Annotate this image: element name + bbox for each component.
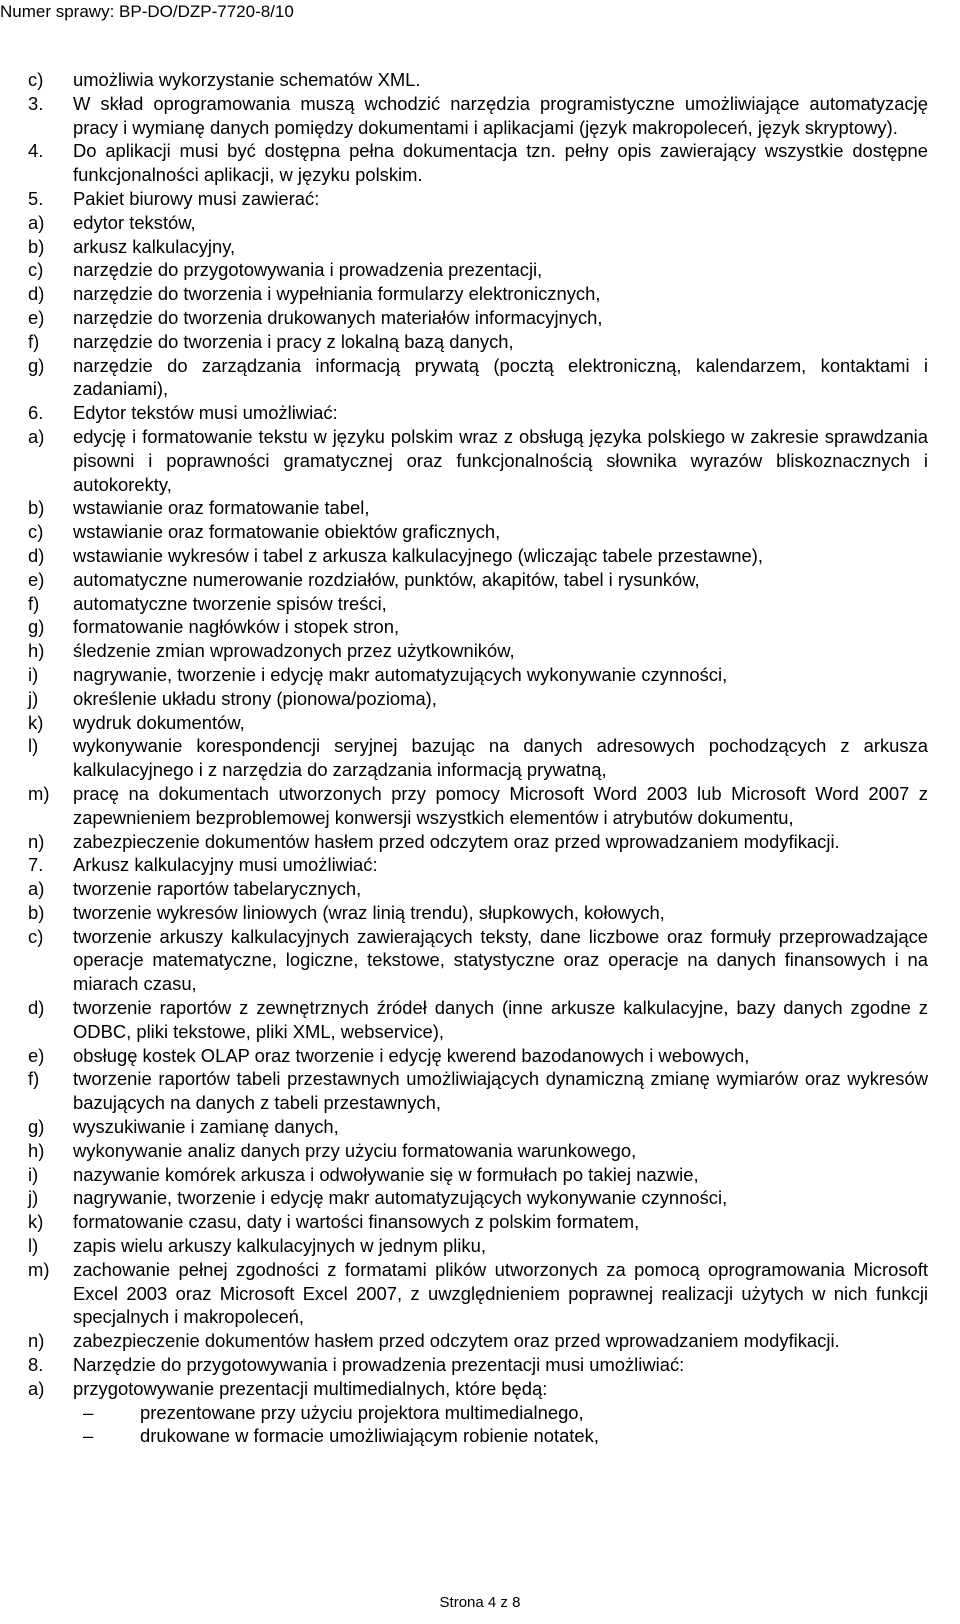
lettered-item — [28, 258, 928, 282]
lettered-item — [28, 687, 928, 711]
lettered-item — [28, 1163, 928, 1187]
item-text: zapis wielu arkuszy kalkulacyjnych w jednym pliku, — [73, 1235, 486, 1257]
item-text: narzędzie do tworzenia drukowanych materiałów informacyjnych, — [73, 306, 603, 328]
item-text: narzędzie do przygotowywania i prowadzenia prezentacji, — [73, 259, 543, 281]
numbered-item — [28, 92, 928, 140]
item-text: Narzędzie do przygotowywania i prowadzenia prezentacji musi umożliwiać: — [73, 1354, 685, 1376]
lettered-item — [28, 1258, 928, 1329]
lettered-item — [28, 996, 928, 1044]
lettered-item — [28, 520, 928, 544]
item-label: k) — [28, 711, 44, 733]
numbered-item — [28, 1353, 928, 1377]
lettered-item — [28, 734, 928, 782]
item-label: l) — [28, 1235, 39, 1257]
lettered-item — [28, 1329, 928, 1353]
item-label: g) — [28, 616, 45, 638]
item-text: nazywanie komórek arkusza i odwoływanie się w formułach po takiej nazwie, — [73, 1163, 699, 1185]
page-number: Strona 4 z 8 — [439, 1594, 521, 1611]
numbered-item — [28, 139, 928, 187]
item-label: n) — [28, 1330, 45, 1352]
lettered-item — [28, 306, 928, 330]
lettered-item — [28, 354, 928, 402]
item-label: 3. — [28, 92, 44, 114]
item-text: obsługę kostek OLAP oraz tworzenie i edycję kwerend bazodanowych i webowych, — [73, 1044, 750, 1066]
item-label: c) — [28, 521, 44, 543]
item-text: przygotowywanie prezentacji multimedialnych, które będą: — [73, 1377, 548, 1399]
item-text: Pakiet biurowy musi zawierać: — [73, 187, 320, 209]
item-text: zabezpieczenie dokumentów hasłem przed odczytem oraz przed wprowadzaniem modyfikacji. — [73, 830, 840, 852]
item-label: a) — [28, 878, 45, 900]
lettered-item — [28, 211, 928, 235]
lettered-item — [28, 1234, 928, 1258]
lettered-item — [28, 496, 928, 520]
lettered-item — [28, 235, 928, 259]
item-text: narzędzie do tworzenia i pracy z lokalną bazą danych, — [73, 330, 514, 352]
lettered-item — [28, 1139, 928, 1163]
item-text: śledzenie zmian wprowadzonych przez użytkowników, — [73, 640, 515, 662]
item-text: narzędzie do zarządzania informacją prywatą (pocztą elektroniczną, kalendarzem, kontaktami i zadaniami), — [73, 354, 928, 400]
lettered-item — [28, 425, 928, 496]
item-text: wykonywanie korespondencji seryjnej bazując na danych adresowych pochodzących z arkusza kalkulacyjnego i z narzędzia do zarządzania informacją prywatną, — [73, 735, 928, 781]
item-text: określenie układu strony (pionowa/pozioma), — [73, 687, 437, 709]
item-text: tworzenie raportów tabeli przestawnych umożliwiających dynamiczną zmianę wymiarów oraz wykresów bazujących na danych z tabeli przestawnych, — [73, 1068, 928, 1114]
item-label: a) — [28, 425, 45, 447]
item-label: g) — [28, 1116, 45, 1138]
item-label: 6. — [28, 402, 44, 424]
item-text: narzędzie do tworzenia i wypełniania formularzy elektronicznych, — [73, 283, 601, 305]
item-label: 7. — [28, 854, 44, 876]
lettered-item — [28, 330, 928, 354]
item-text: edytor tekstów, — [73, 211, 196, 233]
lettered-item — [28, 592, 928, 616]
item-label: a) — [28, 1377, 45, 1399]
item-label: b) — [28, 901, 45, 923]
item-label: m) — [28, 1258, 50, 1280]
item-text: wydruk dokumentów, — [73, 711, 245, 733]
item-text: nagrywanie, tworzenie i edycję makr automatyzujących wykonywanie czynności, — [73, 663, 728, 685]
item-label: m) — [28, 782, 50, 804]
item-text: automatyczne tworzenie spisów treści, — [73, 592, 387, 614]
item-text: tworzenie wykresów liniowych (wraz linią trendu), słupkowych, kołowych, — [73, 901, 665, 923]
item-text: Arkusz kalkulacyjny musi umożliwiać: — [73, 854, 378, 876]
lettered-item — [28, 639, 928, 663]
item-text: Edytor tekstów musi umożliwiać: — [73, 402, 338, 424]
item-label: e) — [28, 568, 45, 590]
item-label: d) — [28, 544, 45, 566]
item-label: g) — [28, 354, 45, 376]
item-text: zachowanie pełnej zgodności z formatami plików utworzonych za pomocą oprogramowania Microsoft Excel 2003 oraz Microsoft Excel 2007, z uwzględnieniem poprawnej realizacji użytych w nich funkcji specjalnych i makropoleceń, — [73, 1258, 928, 1328]
item-label: j) — [28, 1187, 39, 1209]
item-label: c) — [28, 69, 44, 90]
lettered-item — [28, 1115, 928, 1139]
lettered-item — [28, 782, 928, 830]
lettered-item — [28, 68, 928, 92]
item-text: edycję i formatowanie tekstu w języku polskim wraz z obsługą języka polskiego w zakresie sprawdzania pisowni i poprawności gramatycznej oraz funkcjonalnością słownika wyrazów bliskoznacznych i autokorekty, — [73, 425, 928, 495]
item-label: 5. — [28, 187, 44, 209]
item-label: – — [83, 1401, 94, 1423]
dash-item — [83, 1401, 928, 1425]
item-text: pracę na dokumentach utworzonych przy pomocy Microsoft Word 2003 lub Microsoft Word 2007 z zapewnieniem bezproblemowej konwersji wszystkich elementów i atrybutów dokumentu, — [73, 782, 928, 828]
item-text: tworzenie raportów z zewnętrznych źródeł danych (inne arkusze kalkulacyjne, bazy danych zgodne z ODBC, pliki tekstowe, pliki XML, webservice), — [73, 997, 928, 1042]
item-text: prezentowane przy użyciu projektora multimedialnego, — [140, 1401, 584, 1423]
item-text: wstawianie oraz formatowanie obiektów graficznych, — [73, 521, 501, 543]
item-text: tworzenie raportów tabelarycznych, — [73, 878, 362, 900]
dash-item — [83, 1424, 928, 1448]
item-label: – — [83, 1425, 94, 1447]
item-label: e) — [28, 306, 45, 328]
item-label: i) — [28, 1163, 39, 1185]
item-text: tworzenie arkuszy kalkulacyjnych zawierających teksty, dane liczbowe oraz formuły przeprowadzające operacje matematyczne, logiczne, tekstowe, statystyczne oraz operacje na danych finansowych i na miarach czasu, — [73, 925, 928, 995]
numbered-item — [28, 187, 928, 211]
item-text: wstawianie wykresów i tabel z arkusza kalkulacyjnego (wliczając tabele przestawne), — [73, 544, 763, 566]
lettered-item — [28, 877, 928, 901]
item-label: a) — [28, 211, 45, 233]
item-label: e) — [28, 1044, 45, 1066]
item-label: c) — [28, 259, 44, 281]
item-label: 4. — [28, 140, 44, 162]
lettered-item — [28, 1210, 928, 1234]
item-text: arkusz kalkulacyjny, — [73, 235, 236, 257]
item-text: nagrywanie, tworzenie i edycję makr automatyzujących wykonywanie czynności, — [73, 1187, 728, 1209]
lettered-item — [28, 544, 928, 568]
item-label: n) — [28, 830, 45, 852]
item-label: b) — [28, 497, 45, 519]
item-label: l) — [28, 735, 39, 757]
lettered-item — [28, 1377, 928, 1401]
item-text: wykonywanie analiz danych przy użyciu formatowania warunkowego, — [73, 1139, 637, 1161]
item-text: Do aplikacji musi być dostępna pełna dokumentacja tzn. pełny opis zawierający wszystkie dostępne funkcjonalności aplikacji, w języku polskim. — [73, 140, 928, 186]
item-text: zabezpieczenie dokumentów hasłem przed odczytem oraz przed wprowadzaniem modyfikacji. — [73, 1330, 840, 1352]
item-label: i) — [28, 663, 39, 685]
item-text: formatowanie nagłówków i stopek stron, — [73, 616, 400, 638]
item-label: b) — [28, 235, 45, 257]
item-label: h) — [28, 1139, 45, 1161]
item-label: f) — [28, 330, 40, 352]
lettered-item — [28, 282, 928, 306]
lettered-item — [28, 568, 928, 592]
item-text: umożliwia wykorzystanie schematów XML. — [73, 69, 421, 90]
item-text: formatowanie czasu, daty i wartości finansowych z polskim formatem, — [73, 1211, 640, 1233]
item-text: W skład oprogramowania muszą wchodzić narzędzia programistyczne umożliwiające automatyzację pracy i wymianę danych pomiędzy dokumentami i aplikacjami (język makropoleceń, język skryptowy). — [73, 92, 928, 138]
item-label: f) — [28, 592, 40, 614]
item-label: c) — [28, 925, 44, 947]
item-label: k) — [28, 1211, 44, 1233]
numbered-item — [28, 853, 928, 877]
item-label: j) — [28, 687, 39, 709]
item-text: automatyczne numerowanie rozdziałów, punktów, akapitów, tabel i rysunków, — [73, 568, 700, 590]
item-text: drukowane w formacie umożliwiającym robienie notatek, — [140, 1425, 599, 1447]
lettered-item — [28, 901, 928, 925]
lettered-item — [28, 1044, 928, 1068]
lettered-item — [28, 1067, 928, 1115]
lettered-item — [28, 663, 928, 687]
lettered-item — [28, 615, 928, 639]
item-label: 8. — [28, 1354, 44, 1376]
lettered-item — [28, 925, 928, 996]
lettered-item — [28, 1186, 928, 1210]
lettered-item — [28, 711, 928, 735]
item-label: d) — [28, 283, 45, 305]
item-label: d) — [28, 997, 45, 1019]
item-text: wstawianie oraz formatowanie tabel, — [73, 497, 370, 519]
numbered-item — [28, 401, 928, 425]
document-body — [28, 68, 928, 1448]
item-label: f) — [28, 1068, 40, 1090]
item-label: h) — [28, 640, 45, 662]
document-header: Numer sprawy: BP-DO/DZP-7720-8/10 — [0, 2, 294, 21]
lettered-item — [28, 830, 928, 854]
item-text: wyszukiwanie i zamianę danych, — [73, 1116, 339, 1138]
